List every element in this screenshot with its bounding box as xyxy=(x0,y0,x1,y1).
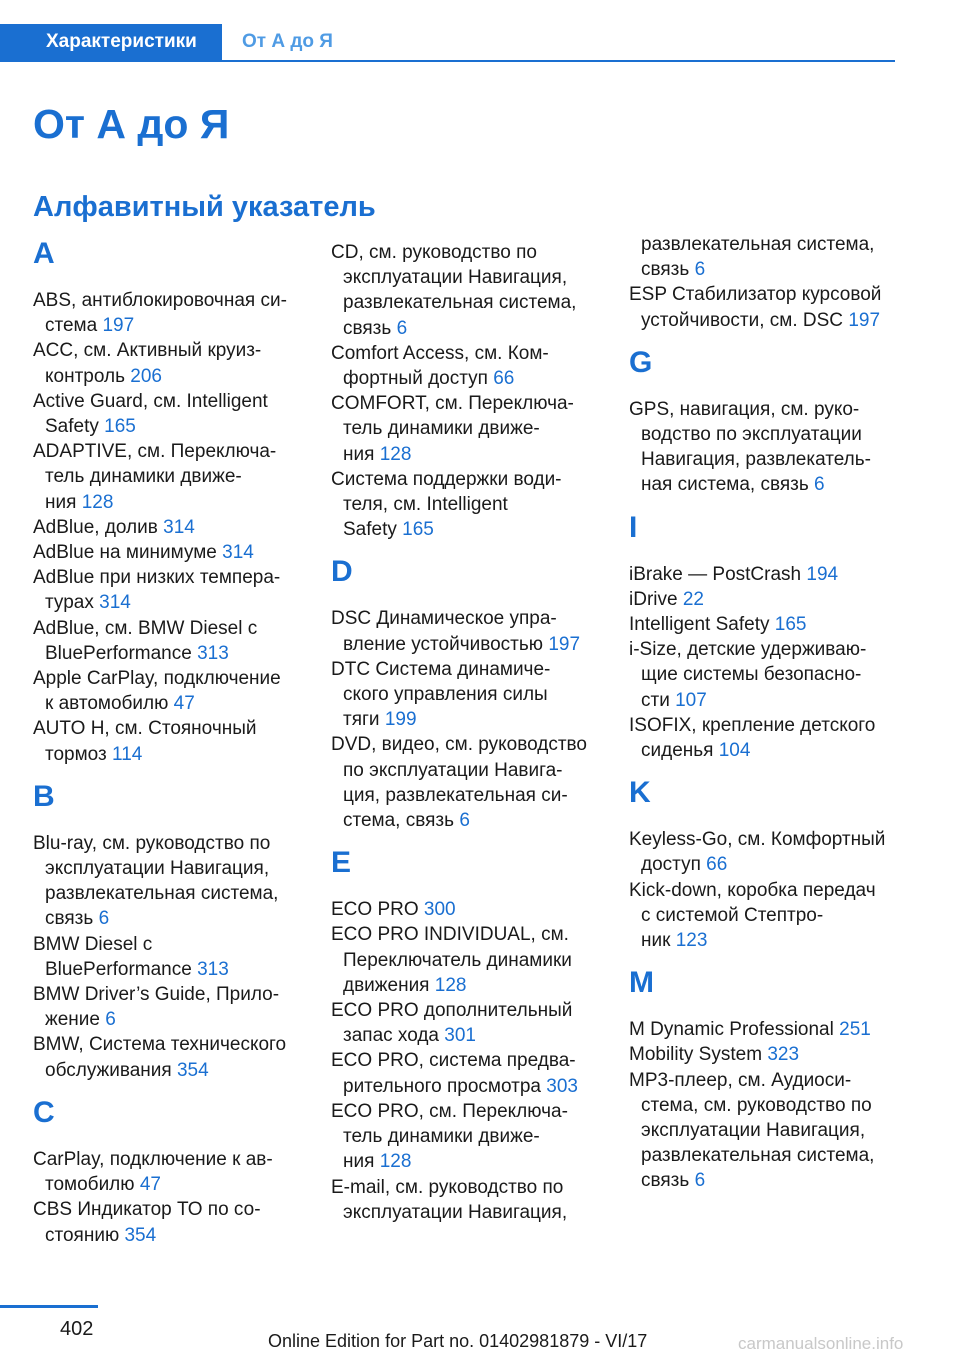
entry-text: Система поддержки води- xyxy=(331,468,562,490)
entry-text: с системой Стептро- xyxy=(641,904,824,926)
index-entry[interactable] xyxy=(629,232,909,282)
entry-text: Mobility System xyxy=(629,1044,763,1066)
entry-text: эксплуатации Навигация, xyxy=(45,858,270,880)
index-entry[interactable] xyxy=(629,397,909,498)
entry-text: DTC Система динамиче- xyxy=(331,658,551,680)
index-entry[interactable] xyxy=(629,637,909,713)
section-letter: A xyxy=(33,237,55,270)
entry-text: доступ xyxy=(641,854,701,876)
index-entry[interactable] xyxy=(33,389,308,439)
entry-text: эксплуатации Навигация, xyxy=(343,267,568,289)
entry-text: вление устойчивостью xyxy=(343,633,544,655)
page-reference-link[interactable]: 314 xyxy=(222,542,254,564)
entry-text: Blu-ray, см. руководство по xyxy=(33,832,271,854)
entry-text: связь xyxy=(641,259,690,281)
entry-text: движения xyxy=(343,974,430,996)
index-entry[interactable] xyxy=(629,827,909,877)
page-reference-link[interactable]: 66 xyxy=(493,368,515,390)
entry-text: связь xyxy=(343,317,392,339)
index-entry[interactable] xyxy=(33,616,308,666)
entry-text: развлекательная система, xyxy=(45,883,279,905)
entry-text: Переключатель динамики xyxy=(343,949,572,971)
index-entry[interactable] xyxy=(331,240,606,341)
entry-text: Навигация, развлекатель- xyxy=(641,449,871,471)
entry-text: Active Guard, см. Intelligent xyxy=(33,390,268,412)
index-entry[interactable] xyxy=(331,1048,606,1098)
index-entry[interactable] xyxy=(629,282,909,332)
entry-text: турах xyxy=(45,592,94,614)
page-reference-link[interactable]: 199 xyxy=(384,709,417,731)
index-entry[interactable] xyxy=(629,1068,909,1194)
entry-text: развлекательная система, xyxy=(641,234,875,255)
page-reference-link[interactable]: 6 xyxy=(105,1009,116,1031)
page-reference-link[interactable]: 6 xyxy=(814,474,825,496)
entry-text: ского управления силы xyxy=(343,684,548,706)
entry-text: стема xyxy=(45,315,98,337)
index-entry[interactable] xyxy=(33,1032,308,1082)
page-reference-link[interactable]: 6 xyxy=(396,317,408,339)
entry-text: COMFORT, см. Переключа- xyxy=(331,393,574,415)
entry-text: Apple CarPlay, подключение xyxy=(33,668,281,690)
index-entry[interactable] xyxy=(629,587,909,612)
entry-text: ECO PRO, система предва- xyxy=(331,1050,576,1072)
entry-text: DVD, видео, см. руководство xyxy=(331,734,587,756)
entry-text: Kick-down, коробка передач xyxy=(629,879,876,901)
entry-text: AdBlue при низких темпера- xyxy=(33,567,281,589)
page-reference-link[interactable]: 6 xyxy=(98,908,110,930)
entry-text: BluePerformance xyxy=(45,958,192,980)
entry-text: AdBlue, долив xyxy=(33,516,158,538)
index-entry[interactable] xyxy=(33,831,308,932)
page-reference-link[interactable]: 47 xyxy=(139,1174,161,1196)
entry-text: теля, см. Intelligent xyxy=(343,494,508,516)
section-letter: B xyxy=(33,779,55,813)
entry-text: по эксплуатации Навига- xyxy=(343,759,563,781)
entry-text: ACC, см. Активный круиз- xyxy=(33,340,262,362)
entry-text: ABS, антиблокировочная си- xyxy=(33,290,287,311)
entry-text: жение xyxy=(45,1009,100,1031)
entry-text: BMW Diesel с xyxy=(33,933,153,955)
index-entry[interactable] xyxy=(33,932,308,982)
section-letter: D xyxy=(331,555,353,589)
entry-text: к автомобилю xyxy=(45,693,169,715)
index-entry[interactable] xyxy=(629,878,909,954)
entry-text: iBrake — PostCrash xyxy=(629,563,802,585)
entry-text: развлекательная система, xyxy=(641,1145,875,1167)
index-entry[interactable] xyxy=(331,606,606,656)
entry-text: CarPlay, подключение к ав- xyxy=(33,1148,273,1170)
index-entry[interactable] xyxy=(331,1175,606,1225)
tab-a-to-z[interactable]: От А до Я xyxy=(242,31,333,52)
page-reference-link[interactable]: 314 xyxy=(163,516,195,538)
page-reference-link[interactable]: 300 xyxy=(423,899,456,921)
index-entry[interactable] xyxy=(331,1099,606,1175)
index-entry[interactable] xyxy=(33,716,308,766)
page-reference-link[interactable]: 104 xyxy=(718,740,751,762)
entry-text: Safety xyxy=(343,519,397,541)
page-reference-link[interactable]: 354 xyxy=(124,1224,157,1246)
page-reference-link[interactable]: 197 xyxy=(102,315,135,337)
entry-text: iDrive xyxy=(629,588,678,610)
entry-text: устойчивости, см. DSC xyxy=(641,309,844,331)
entry-text: стоянию xyxy=(45,1224,120,1246)
page-reference-link[interactable]: 22 xyxy=(682,588,704,610)
entry-text: ник xyxy=(641,930,671,952)
entry-text: ECO PRO, см. Переключа- xyxy=(331,1100,568,1122)
entry-text: Keyless-Go, см. Комфортный xyxy=(629,829,886,851)
entry-text: контроль xyxy=(45,365,125,387)
entry-text: связь xyxy=(45,908,94,930)
index-entry[interactable] xyxy=(629,612,909,637)
entry-text: тяги xyxy=(343,709,380,731)
entry-text: эксплуатации Навигация, xyxy=(343,1201,568,1223)
entry-text: ния xyxy=(45,491,77,513)
page-reference-link[interactable]: 66 xyxy=(706,854,728,876)
section-letter: C xyxy=(33,1095,55,1129)
page-reference-link[interactable]: 313 xyxy=(197,642,229,664)
page-reference-link[interactable]: 128 xyxy=(81,491,114,513)
page-reference-link[interactable]: 197 xyxy=(848,309,881,331)
entry-text: развлекательная система, xyxy=(343,292,577,314)
page-title: От А до Я xyxy=(33,101,230,147)
index-entry[interactable] xyxy=(629,1042,909,1067)
entry-text: BMW Driver’s Guide, Прило- xyxy=(33,984,280,1006)
entry-text: связь xyxy=(641,1170,690,1192)
entry-text: Safety xyxy=(45,416,99,438)
entry-text: E-mail, см. руководство по xyxy=(331,1176,564,1198)
entry-text: водство по эксплуатации xyxy=(641,424,862,446)
entry-text: DSC Динамическое упра- xyxy=(331,608,557,630)
footer-rule xyxy=(0,1305,98,1308)
edition-note: Online Edition for Part no. 01402981879 - VI/17 xyxy=(268,1331,648,1351)
entry-text: ISOFIX, крепление детского xyxy=(629,714,876,736)
index-entry[interactable] xyxy=(331,341,606,391)
index-entry[interactable] xyxy=(629,562,909,587)
index-column-1 xyxy=(33,234,308,1248)
entry-text: сиденья xyxy=(641,740,714,762)
entry-text: ECO PRO INDIVIDUAL, см. xyxy=(331,924,569,946)
page-reference-link[interactable]: 354 xyxy=(176,1059,209,1081)
page-reference-link[interactable]: 303 xyxy=(546,1075,578,1097)
entry-text: фортный доступ xyxy=(343,368,488,390)
entry-text: MP3-плеер, см. Аудиоси- xyxy=(629,1069,852,1091)
index-entry[interactable] xyxy=(331,998,606,1048)
entry-text: тель динамики движе- xyxy=(343,1126,540,1148)
entry-text: тель динамики движе- xyxy=(45,466,242,488)
entry-text: AdBlue на минимуме xyxy=(33,542,217,564)
entry-text: рительного просмотра xyxy=(343,1075,541,1097)
entry-text: обслуживания xyxy=(45,1059,172,1081)
entry-text: тормоз xyxy=(45,743,107,765)
entry-text: ная система, связь xyxy=(641,474,809,496)
index-entry[interactable] xyxy=(33,338,308,388)
page-reference-link[interactable]: 206 xyxy=(130,365,162,387)
section-letter: I xyxy=(629,510,638,544)
index-entry[interactable] xyxy=(629,1017,909,1042)
page-reference-link[interactable]: 114 xyxy=(112,743,143,765)
page-reference-link[interactable]: 197 xyxy=(548,633,581,655)
index-entry[interactable] xyxy=(33,1197,308,1247)
entry-text: томобилю xyxy=(45,1174,135,1196)
entry-text: сти xyxy=(641,689,670,711)
index-entry[interactable] xyxy=(331,922,606,998)
page-reference-link[interactable]: 301 xyxy=(444,1025,476,1047)
page-reference-link[interactable]: 6 xyxy=(459,810,470,832)
page-reference-link[interactable]: 47 xyxy=(173,693,195,715)
page-reference-link[interactable]: 128 xyxy=(379,443,412,465)
index-entry[interactable] xyxy=(629,713,909,763)
page-reference-link[interactable]: 128 xyxy=(434,974,467,996)
index-entry[interactable] xyxy=(33,288,308,338)
entry-text: щие системы безопасно- xyxy=(641,664,862,686)
entry-text: BluePerformance xyxy=(45,642,192,664)
entry-text: запас хода xyxy=(343,1025,440,1047)
index-entry[interactable] xyxy=(331,467,606,543)
index-entry[interactable] xyxy=(33,439,308,515)
entry-text: BMW, Система технического xyxy=(33,1034,287,1056)
entry-text: ния xyxy=(343,443,375,465)
page-reference-link[interactable]: 313 xyxy=(197,958,229,980)
index-entry[interactable] xyxy=(331,391,606,467)
entry-text: стема, связь xyxy=(343,810,455,832)
entry-text: ESP Стабилизатор курсовой xyxy=(629,284,882,306)
page-reference-link[interactable]: 251 xyxy=(839,1019,871,1041)
page-reference-link[interactable]: 165 xyxy=(402,519,434,541)
entry-text: ция, развлекательная си- xyxy=(343,784,568,806)
tab-characteristics[interactable]: Характеристики xyxy=(0,24,222,62)
page-reference-link[interactable]: 128 xyxy=(379,1151,412,1173)
entry-text: ECO PRO дополнительный xyxy=(331,1000,573,1022)
entry-text: Comfort Access, см. Ком- xyxy=(331,342,549,364)
page-reference-link[interactable]: 6 xyxy=(694,259,706,281)
page-reference-link[interactable]: 107 xyxy=(675,689,707,711)
entry-text: i-Size, детские удерживаю- xyxy=(629,639,867,661)
index-entry[interactable] xyxy=(331,897,606,922)
index-column-2 xyxy=(331,240,606,1225)
page-reference-link[interactable]: 323 xyxy=(767,1044,800,1066)
page-reference-link[interactable]: 314 xyxy=(99,592,131,614)
section-letter: K xyxy=(629,776,651,810)
page-reference-link[interactable]: 165 xyxy=(774,614,807,636)
page-reference-link[interactable]: 165 xyxy=(104,416,136,438)
entry-text: CD, см. руководство по xyxy=(331,242,537,263)
section-letter: M xyxy=(629,966,654,1000)
entry-text: AdBlue, см. BMW Diesel с xyxy=(33,617,258,639)
page-reference-link[interactable]: 123 xyxy=(675,930,708,952)
entry-text: Intelligent Safety xyxy=(629,614,770,636)
index-entry[interactable] xyxy=(33,515,308,540)
index-entry[interactable] xyxy=(33,565,308,615)
index-entry[interactable] xyxy=(33,1147,308,1197)
index-entry[interactable] xyxy=(33,666,308,716)
entry-text: ния xyxy=(343,1151,375,1173)
entry-text: GPS, навигация, см. руко- xyxy=(629,398,860,420)
index-entry[interactable] xyxy=(33,540,308,565)
entry-text: M Dynamic Professional xyxy=(629,1019,834,1041)
entry-text: ECO PRO xyxy=(331,899,419,921)
entry-text: CBS Индикатор ТО по со- xyxy=(33,1199,261,1221)
watermark-text: carmanualsonline.info xyxy=(738,1334,904,1353)
index-entry[interactable] xyxy=(331,732,606,833)
entry-text: тель динамики движе- xyxy=(343,418,540,440)
index-entry[interactable] xyxy=(33,982,308,1032)
page-number: 402 xyxy=(60,1318,94,1340)
entry-text: эксплуатации Навигация, xyxy=(641,1120,866,1142)
index-subtitle: Алфавитный указатель xyxy=(33,191,376,223)
entry-text: ADAPTIVE, см. Переключа- xyxy=(33,441,277,463)
section-letter: E xyxy=(331,846,352,880)
page-reference-link[interactable]: 194 xyxy=(806,563,839,585)
index-column-3 xyxy=(629,232,909,1194)
entry-text: AUTO H, см. Стояночный xyxy=(33,718,257,740)
index-entry[interactable] xyxy=(331,657,606,733)
page-reference-link[interactable]: 6 xyxy=(694,1170,706,1192)
section-letter: G xyxy=(629,345,653,379)
entry-text: стема, см. руководство по xyxy=(641,1094,872,1116)
